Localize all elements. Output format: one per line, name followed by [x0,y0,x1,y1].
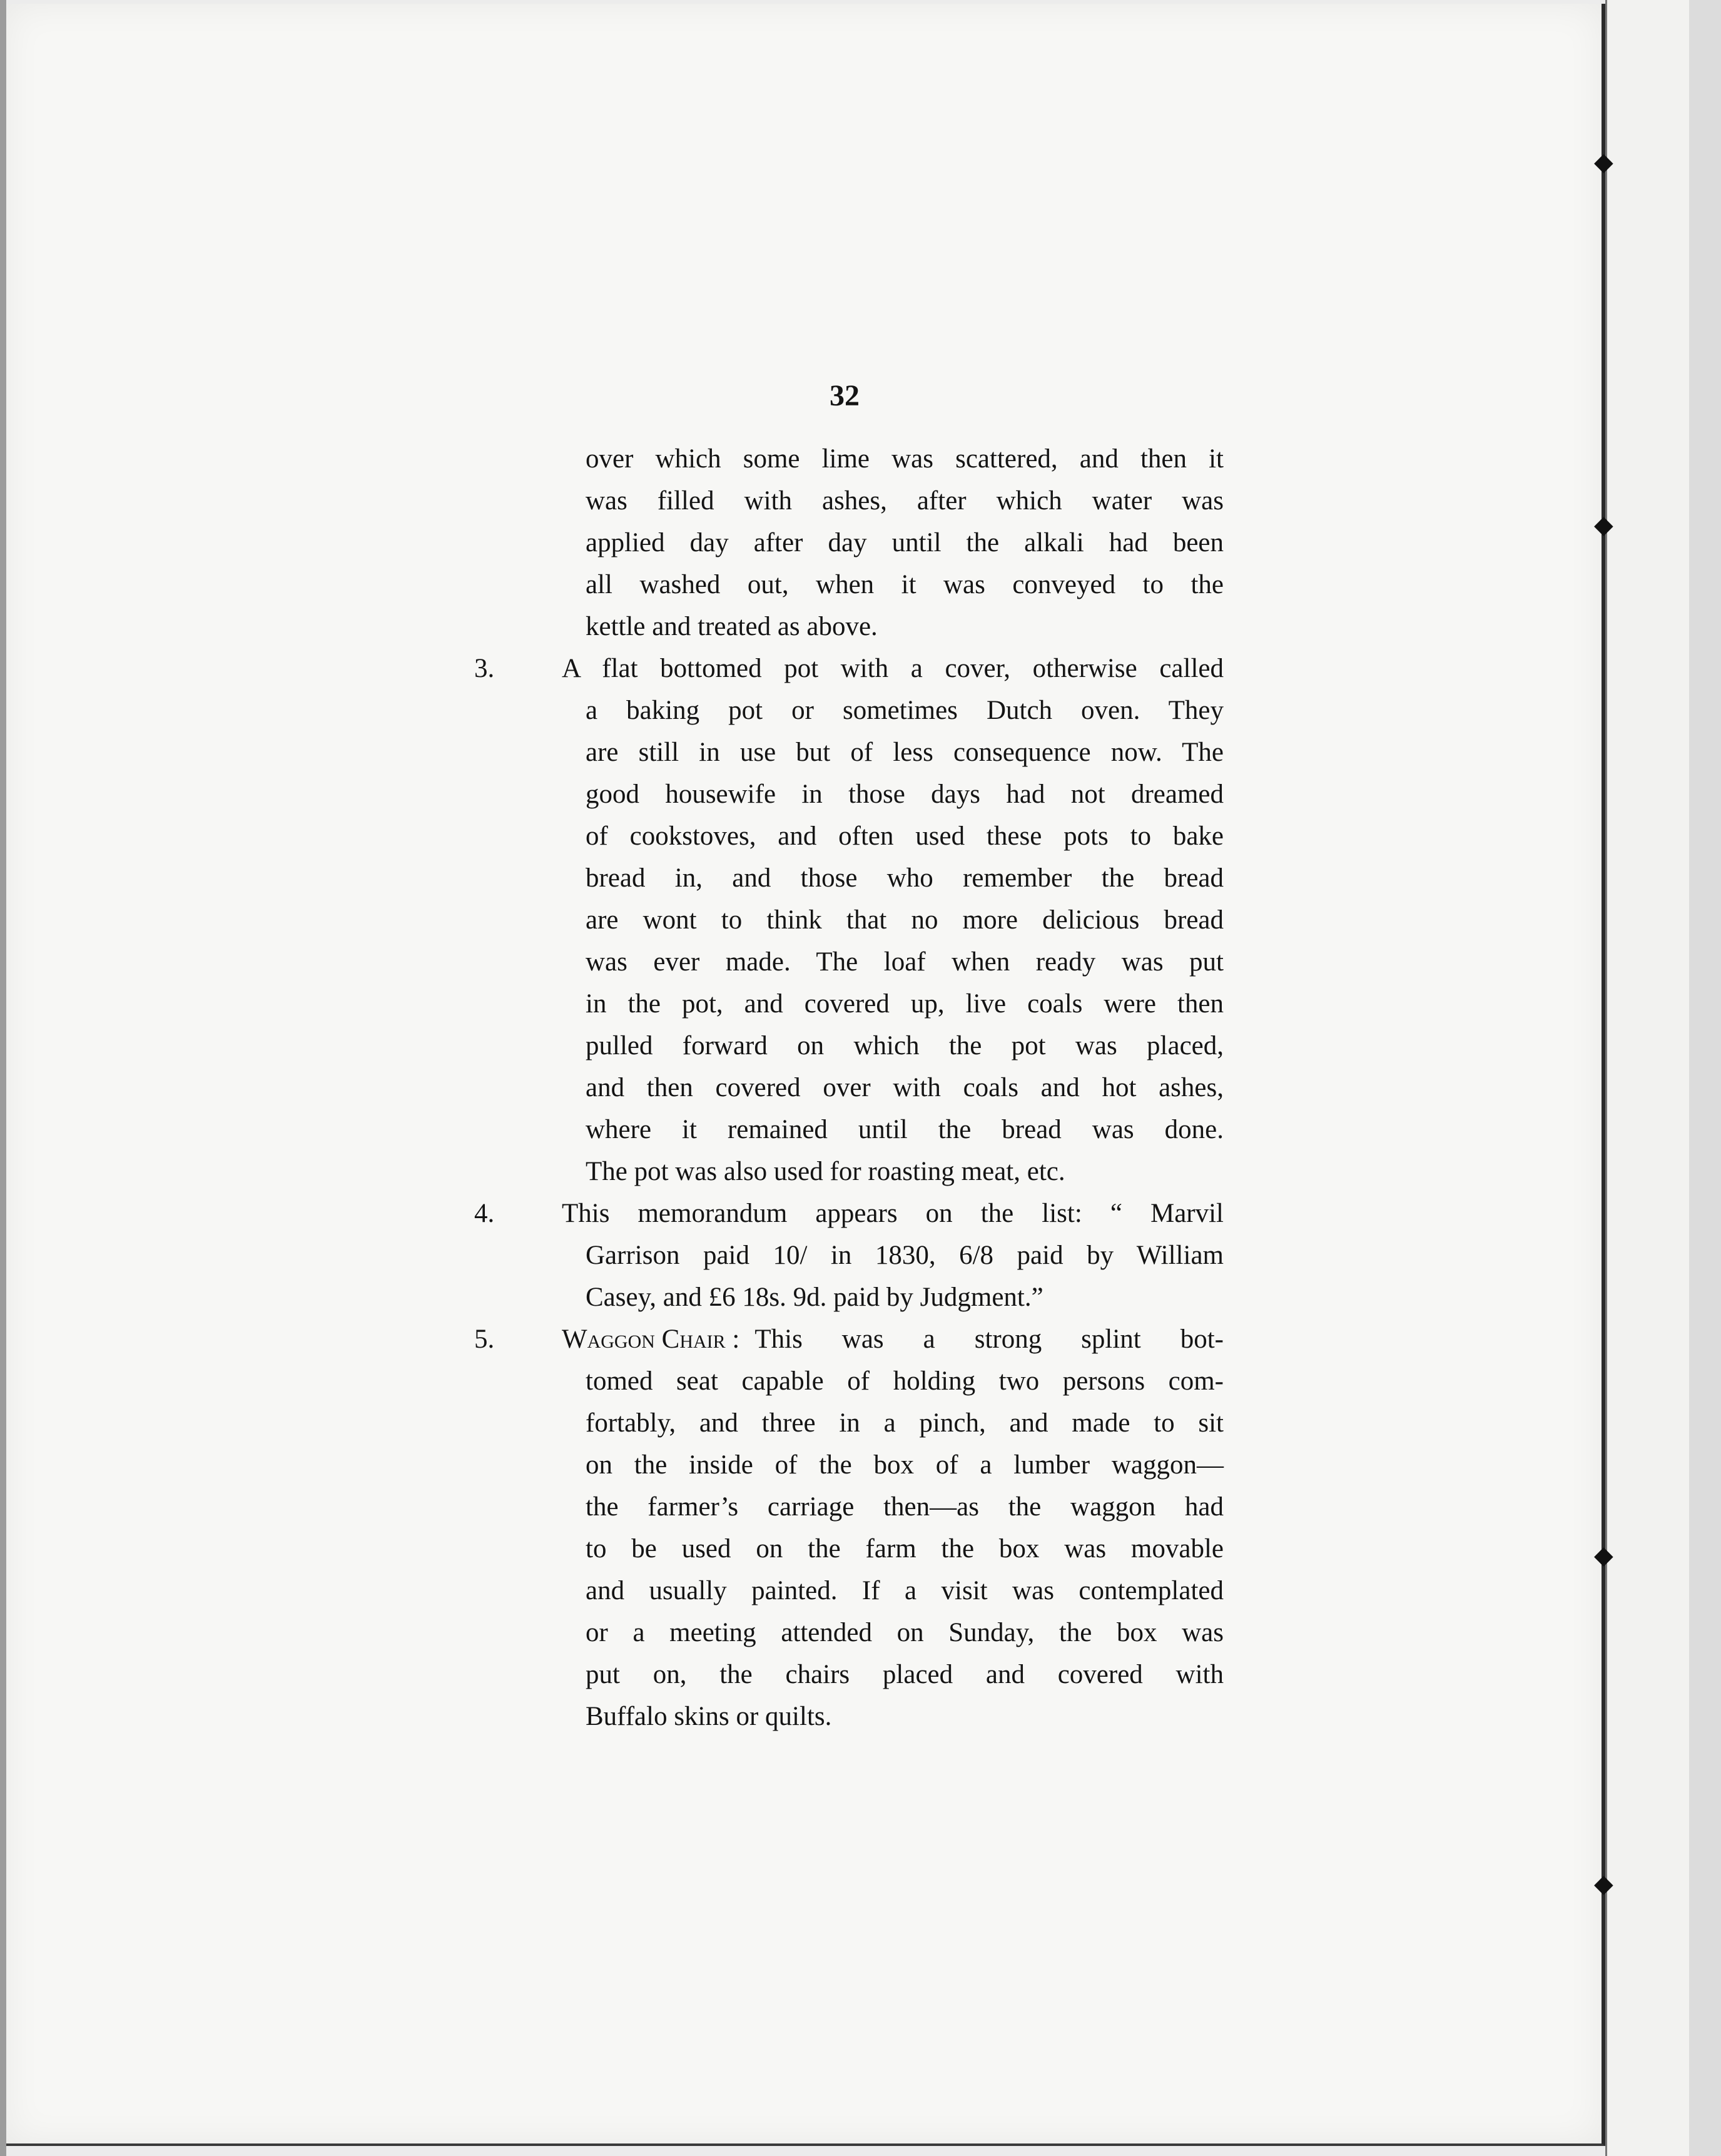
note-4 [474,1192,1224,1318]
note-number: 5. [474,1325,495,1354]
text-line: and usually painted. If a visit was contemplated [586,1576,1224,1605]
binding-stitch-mark: ◆ [1594,1869,1613,1898]
text-line: This was a strong splint bot- [754,1325,1224,1354]
text-line: was filled with ashes, after which water was [586,486,1224,516]
text-line: over which some lime was scattered, and then it [586,444,1224,474]
text-line: Casey, and £6 18s. 9d. paid by Judgment.” [586,1283,1043,1312]
text-line: A flat bottomed pot with a cover, otherwise called [562,654,1224,683]
text-line: Garrison paid 10/ in 1830, 6/8 paid by William [586,1241,1224,1270]
intro-paragraph [586,438,1224,648]
note-5 [474,1318,1224,1737]
text-line: to be used on the farm the box was movable [586,1534,1224,1564]
text-line: applied day after day until the alkali had been [586,528,1224,557]
adjacent-page-edge [1689,0,1721,2156]
text-line: on the inside of the box of a lumber waggon— [586,1450,1224,1480]
note-number: 3. [474,654,495,683]
note-3 [474,648,1224,1192]
text-line: all washed out, when it was conveyed to the [586,570,1224,599]
text-line: kettle and treated as above. [586,612,878,641]
text-line: the farmer’s carriage then—as the waggon had [586,1492,1224,1522]
binding-stitch-mark: ◆ [1594,511,1613,539]
text-line: of cookstoves, and often used these pots to bake [586,821,1224,851]
text-line: or a meeting attended on Sunday, the box was [586,1618,1224,1647]
left-page-edge [0,0,6,2156]
text-line: are still in use but of less consequence now. The [586,738,1224,767]
text-line: tomed seat capable of holding two persons com- [586,1366,1224,1396]
note-heading: Waggon Chair : [562,1325,740,1354]
text-line: fortably, and three in a pinch, and made to sit [586,1408,1224,1438]
text-line: a baking pot or sometimes Dutch oven. They [586,696,1224,725]
text-column [474,438,1225,1737]
text-line: The pot was also used for roasting meat, etc. [586,1157,1065,1186]
text-line: This memorandum appears on the list: “ Marvil [562,1199,1224,1228]
text-line: where it remained until the bread was done. [586,1115,1224,1144]
text-line: in the pot, and covered up, live coals were then [586,989,1224,1019]
text-line: was ever made. The loaf when ready was put [586,947,1224,977]
text-line: and then covered over with coals and hot ashes, [586,1073,1224,1102]
text-line: are wont to think that no more delicious bread [586,905,1224,935]
text-line: pulled forward on which the pot was placed, [586,1031,1224,1060]
text-line: Buffalo skins or quilts. [586,1702,832,1731]
binding-stitch-mark: ◆ [1594,1541,1613,1569]
note-number: 4. [474,1199,495,1228]
text-line: good housewife in those days had not dreamed [586,780,1224,809]
text-line: put on, the chairs placed and covered with [586,1660,1224,1689]
text-line: bread in, and those who remember the bread [586,863,1224,893]
note-5-first-line [562,1318,1224,1360]
binding-stitch-mark: ◆ [1594,148,1613,176]
page-number: 32 [830,379,860,412]
